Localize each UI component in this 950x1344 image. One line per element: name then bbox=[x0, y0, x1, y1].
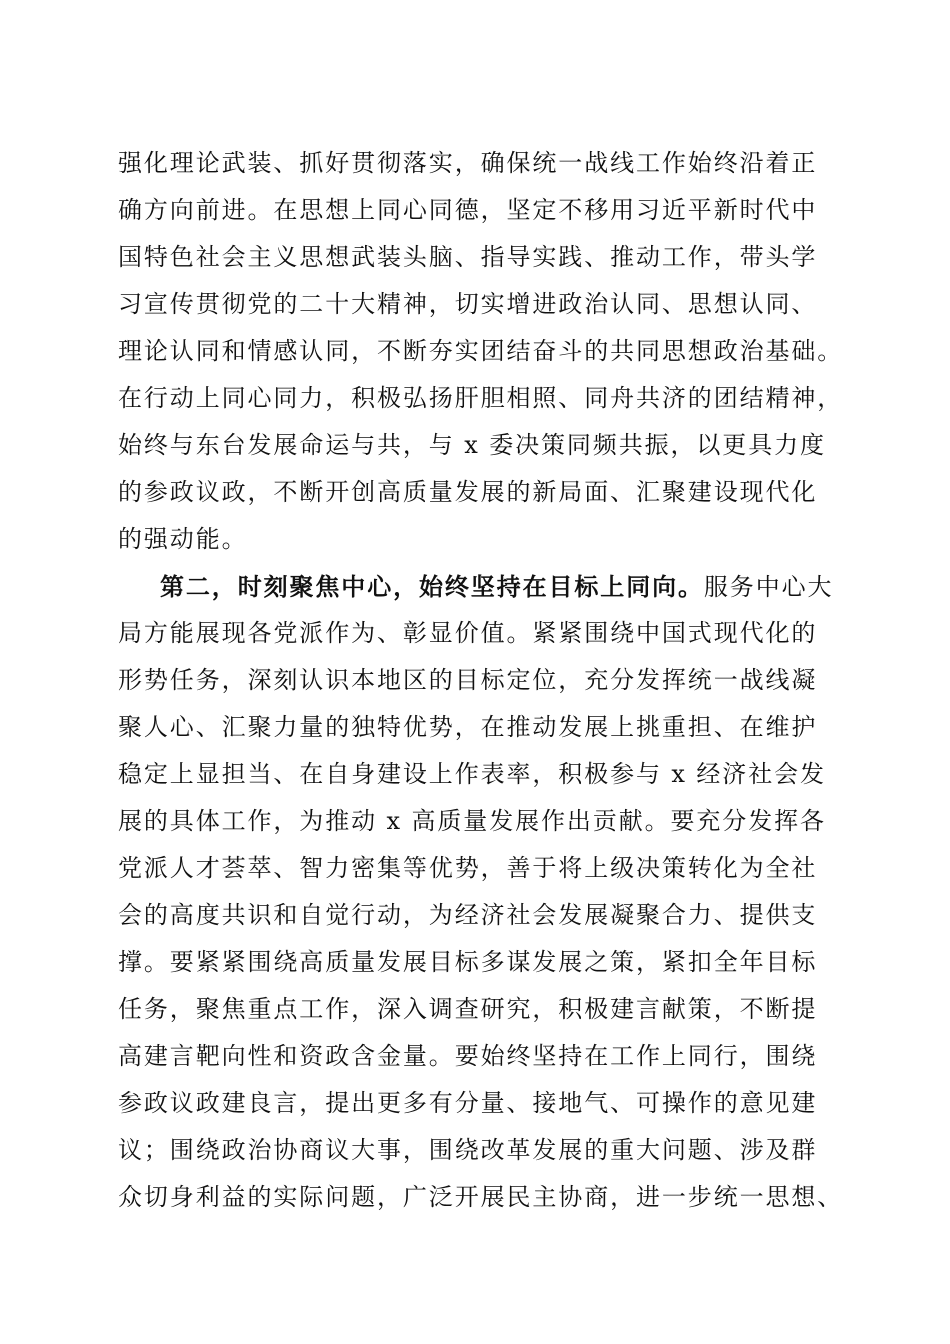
text-line: 确方向前进。在思想上同心同德，坚定不移用习近平新时代中 bbox=[118, 196, 818, 224]
text-line: 任务，聚焦重点工作，深入调查研究，积极建言献策，不断提 bbox=[118, 995, 818, 1023]
paragraph-heading: 第二，时刻聚焦中心，始终坚持在目标上同向。 bbox=[160, 572, 704, 601]
text-line: 撑。要紧紧围绕高质量发展目标多谋发展之策，紧扣全年目标 bbox=[118, 948, 818, 976]
text-line: 强化理论武装、抓好贯彻落实，确保统一战线工作始终沿着正 bbox=[118, 149, 818, 177]
text-line: 的参政议政，不断开创高质量发展的新局面、汇聚建设现代化 bbox=[118, 478, 818, 506]
text-line: 聚人心、汇聚力量的独特优势，在推动发展上挑重担、在维护 bbox=[118, 713, 818, 741]
text-line: 理论认同和情感认同，不断夯实团结奋斗的共同思想政治基础。 bbox=[118, 337, 844, 365]
text-line: 在行动上同心同力，积极弘扬肝胆相照、同舟共济的团结精神， bbox=[118, 384, 844, 412]
text-line: 的强动能。 bbox=[118, 525, 248, 553]
text-line: 高建言靶向性和资政含金量。要始终坚持在工作上同行，围绕 bbox=[118, 1042, 818, 1070]
paragraph-first-line bbox=[118, 563, 838, 610]
text-line: 参政议政建良言，提出更多有分量、接地气、可操作的意见建 bbox=[118, 1089, 818, 1117]
document-body bbox=[118, 140, 844, 1221]
text-line: 展的具体工作，为推动 x 高质量发展作出贡献。要充分发挥各 bbox=[118, 807, 826, 835]
text-line: 国特色社会主义思想武装头脑、指导实践、推动工作，带头学 bbox=[118, 243, 818, 271]
text-line: 议；围绕政治协商议大事，围绕改革发展的重大问题、涉及群 bbox=[118, 1136, 818, 1164]
text-line: 始终与东台发展命运与共，与 x 委决策同频共振，以更具力度 bbox=[118, 431, 826, 459]
text-line: 稳定上显担当、在自身建设上作表率，积极参与 x 经济社会发 bbox=[118, 760, 826, 788]
text-line: 党派人才荟萃、智力密集等优势，善于将上级决策转化为全社 bbox=[118, 854, 818, 882]
paragraph-heading-rest: 服务中心大 bbox=[703, 573, 834, 601]
text-line: 形势任务，深刻认识本地区的目标定位，充分发挥统一战线凝 bbox=[118, 666, 818, 694]
text-line: 局方能展现各党派作为、彰显价值。紧紧围绕中国式现代化的 bbox=[118, 619, 818, 647]
text-line: 习宣传贯彻党的二十大精神，切实增进政治认同、思想认同、 bbox=[118, 290, 818, 318]
text-line: 众切身利益的实际问题，广泛开展民主协商，进一步统一思想、 bbox=[118, 1183, 844, 1211]
text-line: 会的高度共识和自觉行动，为经济社会发展凝聚合力、提供支 bbox=[118, 901, 818, 929]
